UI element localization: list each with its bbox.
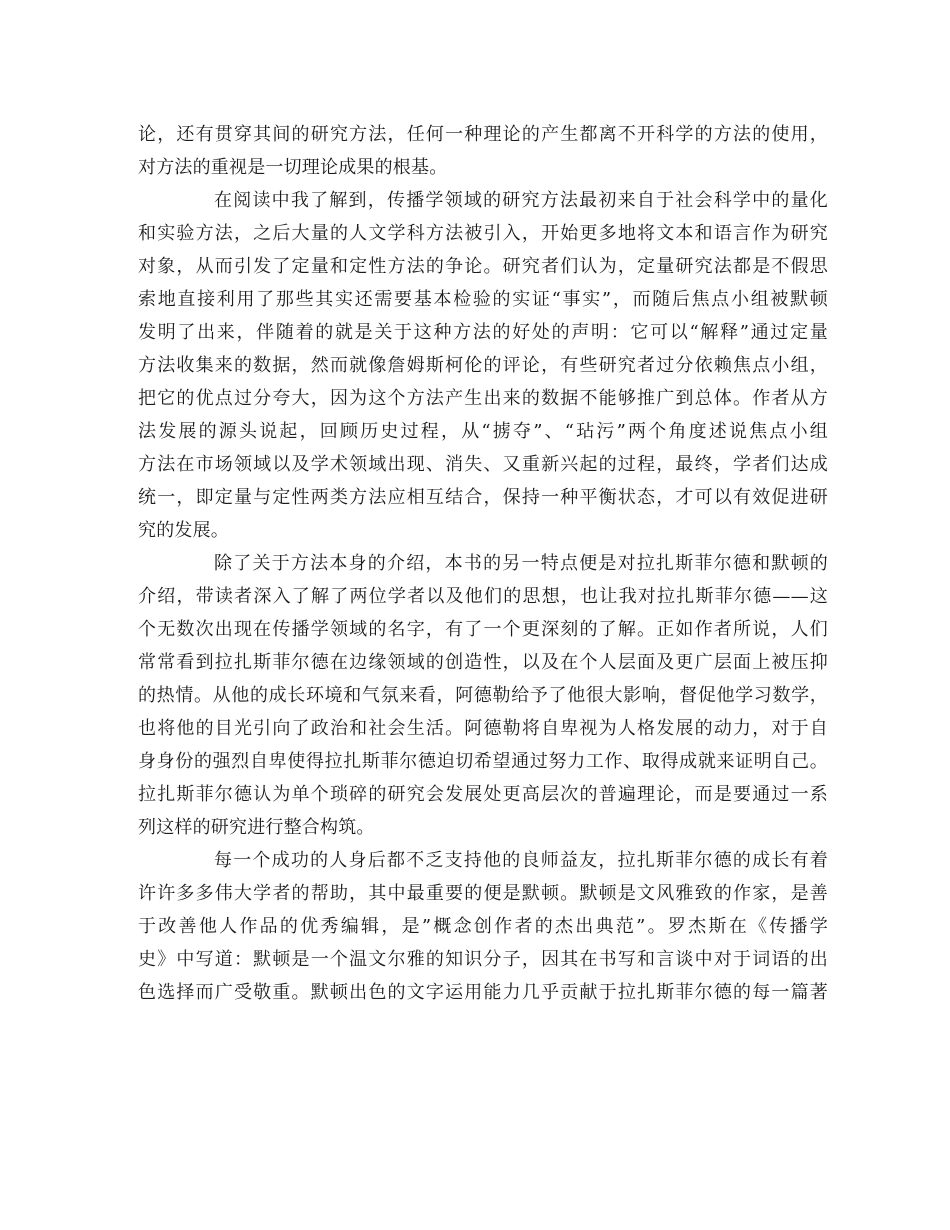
paragraph-first-line: 除了关于方法本身的介绍，本书的另一特点便是对拉扎斯菲尔德和默顿的	[214, 553, 828, 574]
text-line: 和实验方法，之后大量的人文学科方法被引入，开始更多地将文本和语言作为研究	[138, 223, 828, 244]
text-line: 究的发展。	[138, 520, 229, 541]
text-line: 发明了出来，伴随着的就是关于这种方法的好处的声明：它可以“解释”通过定量	[138, 322, 828, 343]
text-line: 方法在市场领域以及学术领域出现、消失、又重新兴起的过程，最终，学者们达成	[138, 454, 828, 475]
text-line: 统一，即定量与定性两类方法应相互结合，保持一种平衡状态，才可以有效促进研	[138, 487, 828, 508]
text-line: 法发展的源头说起，回顾历史过程，从“掳夺”、“玷污”两个角度述说焦点小组	[138, 421, 828, 442]
text-line: 介绍，带读者深入了解了两位学者以及他们的思想，也让我对拉扎斯菲尔德——这	[138, 586, 828, 607]
text-line: 的热情。从他的成长环境和气氛来看，阿德勒给予了他很大影响，督促他学习数学，	[138, 685, 828, 706]
text-line: 对方法的重视是一切理论成果的根基。	[138, 157, 448, 178]
paragraph-first-line: 在阅读中我了解到，传播学领域的研究方法最初来自于社会科学中的量化	[214, 190, 828, 211]
text-line: 许许多多伟大学者的帮助，其中最重要的便是默顿。默顿是文风雅致的作家，是善	[138, 883, 828, 904]
text-line: 于改善他人作品的优秀编辑，是”概念创作者的杰出典范”。罗杰斯在《传播学	[138, 916, 828, 937]
text-line: 史》中写道：默顿是一个温文尔雅的知识分子，因其在书写和言谈中对于词语的出	[138, 949, 828, 970]
text-line: 论，还有贯穿其间的研究方法，任何一种理论的产生都离不开科学的方法的使用，	[138, 124, 828, 145]
text-line: 常常看到拉扎斯菲尔德在边缘领域的创造性，以及在个人层面及更广层面上被压抑	[138, 652, 828, 673]
text-line: 对象，从而引发了定量和定性方法的争论。研究者们认为，定量研究法都是不假思	[138, 256, 828, 277]
text-line: 个无数次出现在传播学领域的名字，有了一个更深刻的了解。正如作者所说，人们	[138, 619, 828, 640]
body-text	[138, 118, 828, 1009]
text-line: 也将他的目光引向了政治和社会生活。阿德勒将自卑视为人格发展的动力，对于自	[138, 718, 828, 739]
text-line: 列这样的研究进行整合构筑。	[138, 817, 375, 838]
paragraph-first-line: 每一个成功的人身后都不乏支持他的良师益友，拉扎斯菲尔德的成长有着	[214, 850, 828, 871]
text-line: 索地直接利用了那些其实还需要基本检验的实证“事实”，而随后焦点小组被默顿	[138, 289, 828, 310]
text-line: 身身份的强烈自卑使得拉扎斯菲尔德迫切希望通过努力工作、取得成就来证明自己。	[138, 751, 828, 772]
text-line: 拉扎斯菲尔德认为单个琐碎的研究会发展处更高层次的普遍理论，而是要通过一系	[138, 784, 828, 805]
text-line: 把它的优点过分夸大，因为这个方法产生出来的数据不能够推广到总体。作者从方	[138, 388, 828, 409]
text-line: 色选择而广受敬重。默顿出色的文字运用能力几乎贡献于拉扎斯菲尔德的每一篇著	[138, 982, 828, 1003]
text-line: 方法收集来的数据，然而就像詹姆斯柯伦的评论，有些研究者过分依赖焦点小组，	[138, 355, 828, 376]
